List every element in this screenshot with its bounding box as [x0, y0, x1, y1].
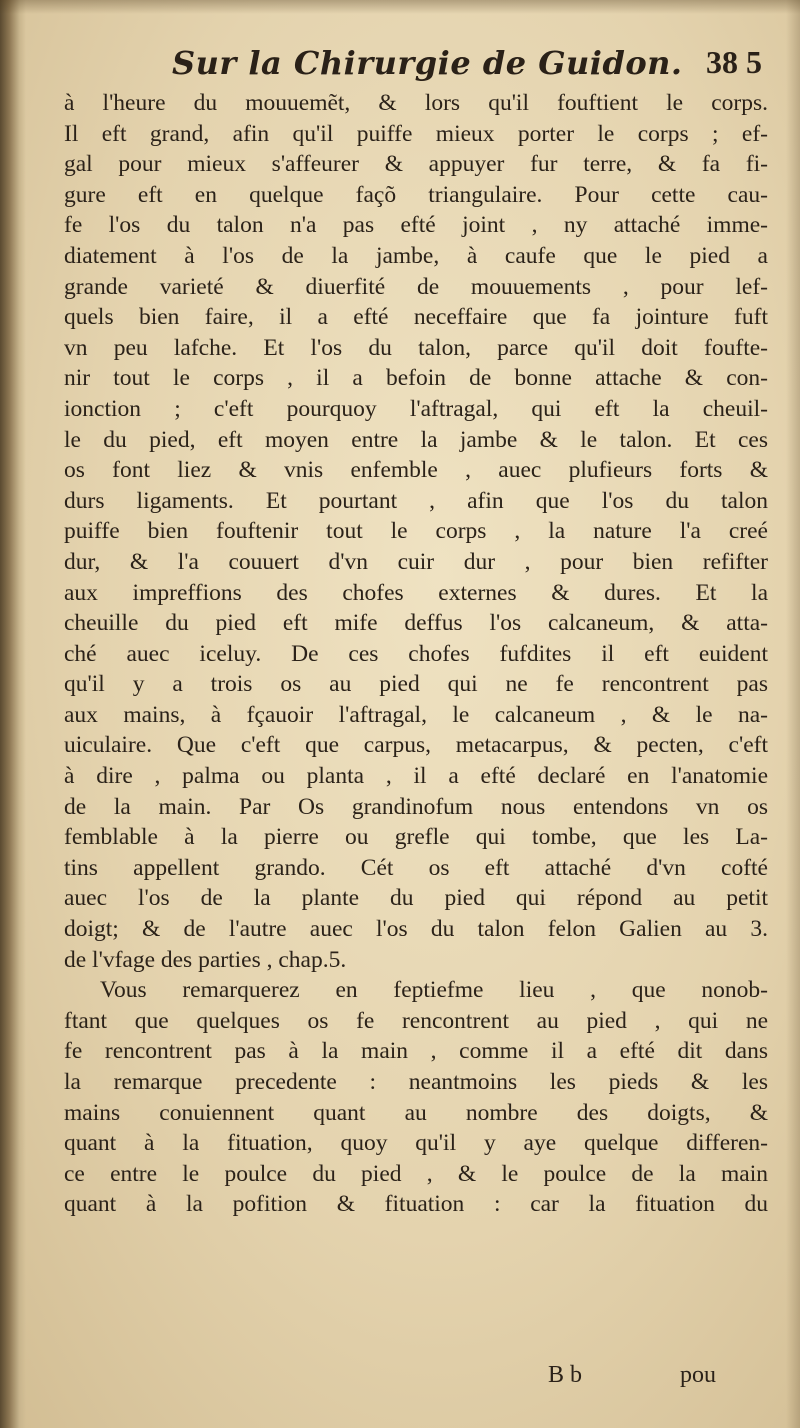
- text-line: gal pour mieux s'affeurer & appuyer fur terre, & fa fi-: [64, 151, 768, 178]
- text-line: mains conuiennent quant au nombre des doigts, &: [64, 1099, 768, 1126]
- text-line: ftant que quelques os fe rencontrent au pied , qui ne: [64, 1007, 768, 1034]
- text-line: aux impreffions des chofes externes & dures. Et la: [64, 579, 768, 606]
- text-line: ionction ; c'eft pourquoy l'aftragal, qui eft la cheuil-: [64, 395, 768, 422]
- text-line: qu'il y a trois os au pied qui ne fe rencontrent pas: [64, 671, 768, 698]
- text-line: à l'heure du mouuemẽt, & lors qu'il fouftient le corps.: [64, 90, 768, 116]
- text-line: os font liez & vnis enfemble , auec plufieurs forts &: [64, 457, 768, 484]
- text-line: auec l'os de la plante du pied qui répond au petit: [64, 885, 768, 912]
- text-line: quels bien faire, il a efté neceffaire que fa jointure fuft: [64, 304, 768, 331]
- text-line: le du pied, eft moyen entre la jambe & le talon. Et ces: [64, 426, 768, 453]
- top-edge-shadow: [0, 0, 800, 14]
- text-line: aux mains, à fçauoir l'aftragal, le calcaneum , & le na-: [64, 701, 768, 728]
- text-line: ché auec iceluy. De ces chofes fufdites il eft euident: [64, 640, 768, 667]
- text-line: ce entre le poulce du pied , & le poulce de la main: [64, 1160, 768, 1187]
- page-number: 38 5: [706, 44, 762, 80]
- text-line: la remarque precedente : neantmoins les pieds & les: [64, 1069, 768, 1095]
- text-line: nir tout le corps , il a befoin de bonne attache & con-: [64, 365, 768, 392]
- page-header: [62, 44, 762, 94]
- body-text: [64, 88, 768, 1220]
- text-line: de la main. Par Os grandinofum nous entendons vn os: [64, 793, 768, 820]
- text-line: puiffe bien fouftenir tout le corps , la nature l'a creé: [64, 518, 768, 545]
- text-line: tins appellent grando. Cét os eft attaché d'vn cofté: [64, 854, 768, 881]
- text-line: quant à la fituation, quoy qu'il y aye quelque differen-: [64, 1130, 768, 1157]
- catchword: pou: [680, 1362, 716, 1388]
- book-binding-shadow: [0, 0, 26, 1428]
- right-edge-shadow: [786, 0, 800, 1428]
- text-line: diatement à l'os de la jambe, à caufe que le pied a: [64, 242, 768, 269]
- text-line: uiculaire. Que c'eft que carpus, metacarpus, & pecten, c'eft: [64, 732, 768, 759]
- text-line: dur, & l'a couuert d'vn cuir dur , pour bien refifter: [64, 548, 768, 575]
- text-line: durs ligaments. Et pourtant , afin que l'os du talon: [64, 487, 768, 514]
- text-line: Il eft grand, afin qu'il puiffe mieux porter le corps ; ef-: [64, 120, 768, 147]
- signature-mark: B b: [548, 1362, 583, 1388]
- text-line: quant à la pofition & fituation : car la fituation du: [64, 1191, 768, 1218]
- text-line: femblable à la pierre ou grefle qui tombe, que les La-: [64, 824, 768, 851]
- text-line: fe rencontrent pas à la main , comme il a efté dit dans: [64, 1038, 768, 1065]
- text-line: doigt; & de l'autre auec l'os du talon felon Galien au 3.: [64, 916, 768, 943]
- text-line: grande varieté & diuerfité de mouuements , pour lef-: [64, 273, 768, 300]
- text-line: fe l'os du talon n'a pas efté joint , ny attaché imme-: [64, 212, 768, 239]
- text-line-paragraph-end: de l'vfage des parties , chap.5.: [64, 946, 347, 973]
- text-line: vn peu lafche. Et l'os du talon, parce qu'il doit foufte-: [64, 334, 768, 361]
- text-line-paragraph-start: Vous remarquerez en feptiefme lieu , que nonob-: [100, 977, 768, 1004]
- text-line: à dire , palma ou planta , il a efté declaré en l'anatomie: [64, 763, 768, 790]
- text-line: cheuille du pied eft mife deffus l'os calcaneum, & atta-: [64, 610, 768, 637]
- running-head: Sur la Chirurgie de Guidon.: [172, 44, 683, 82]
- text-line: gure eft en quelque façõ triangulaire. Pour cette cau-: [64, 181, 768, 208]
